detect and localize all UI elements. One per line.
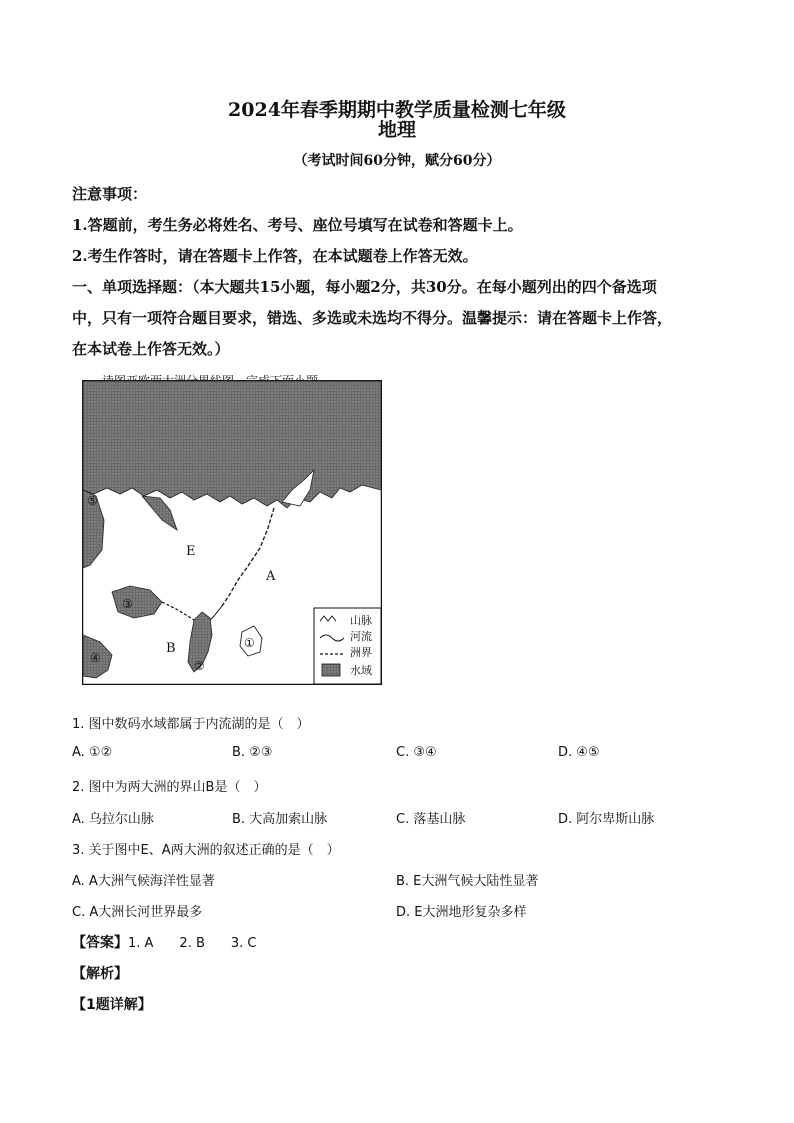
question-1-stem: 1. 图中数码水域都属于内流湖的是（ ）: [72, 717, 310, 732]
question-2-option-d: D. 阿尔卑斯山脉: [558, 812, 655, 827]
svg-text:水域: 水域: [350, 664, 372, 677]
svg-text:河流: 河流: [350, 630, 372, 643]
question-1-option-d: D. ④⑤: [558, 745, 600, 760]
question-2-option-a: A. 乌拉尔山脉: [72, 812, 154, 827]
detail-label: 【1题详解】: [72, 997, 152, 1013]
label-b: B: [166, 641, 176, 656]
question-3-option-c: C. A大洲长河世界最多: [72, 905, 203, 920]
svg-text:洲界: 洲界: [350, 646, 372, 659]
label-num-2: ②: [194, 659, 205, 673]
section-1-line-3: 在本试卷上作答无效。）: [72, 340, 230, 358]
notice-item-1: 1.答题前，考生务必将姓名、考号、座位号填写在试卷和答题卡上。: [72, 216, 523, 234]
question-1-option-a: A. ①②: [72, 745, 113, 760]
question-3-option-b: B. E大洲气候大陆性显著: [396, 874, 539, 889]
exam-info: （考试时间60分钟，赋分60分）: [293, 153, 501, 169]
question-3-stem: 3. 关于图中E、A两大洲的叙述正确的是（ ）: [72, 843, 340, 858]
section-1-line-1: 一、单项选择题：（本大题共15小题，每小题2分，共30分。在每小题列出的四个备选项: [72, 278, 657, 296]
exam-title: 2024年春季期期中教学质量检测七年级: [228, 99, 566, 121]
asia-europe-boundary-map: [82, 380, 382, 685]
analysis-label: 【解析】: [72, 966, 128, 982]
answer-text: 1. A 2. B 3. C: [128, 936, 257, 951]
question-2-option-b: B. 大高加索山脉: [232, 812, 328, 827]
label-num-1: ①: [244, 636, 255, 650]
svg-text:山脉: 山脉: [350, 614, 372, 627]
label-num-3: ③: [122, 597, 133, 611]
answer-label: 【答案】: [72, 935, 128, 951]
map-legend: [314, 608, 381, 684]
subject-title: 地理: [377, 119, 416, 141]
question-2-stem: 2. 图中为两大洲的界山B是（ ）: [72, 780, 267, 795]
label-num-5: ⑤: [87, 494, 98, 508]
label-a: A: [266, 569, 276, 584]
question-3-option-d: D. E大洲地形复杂多样: [396, 905, 527, 920]
question-1-option-c: C. ③④: [396, 745, 437, 760]
water-symbol: [322, 664, 340, 676]
arctic-ocean: [83, 381, 381, 508]
label-e: E: [186, 544, 196, 559]
question-2-option-c: C. 落基山脉: [396, 812, 466, 827]
question-3-option-a: A. A大洲气候海洋性显著: [72, 874, 215, 889]
answer-line: [72, 932, 257, 952]
section-1-line-2: 中，只有一项符合题目要求，错选、多选或未选均不得分。温馨提示：请在答题卡上作答，: [72, 309, 673, 327]
label-num-4: ④: [90, 651, 101, 665]
notice-heading: 注意事项：: [72, 185, 148, 203]
question-1-option-b: B. ②③: [232, 745, 273, 760]
notice-item-2: 2.考生作答时，请在答题卡上作答，在本试题卷上作答无效。: [72, 247, 478, 265]
